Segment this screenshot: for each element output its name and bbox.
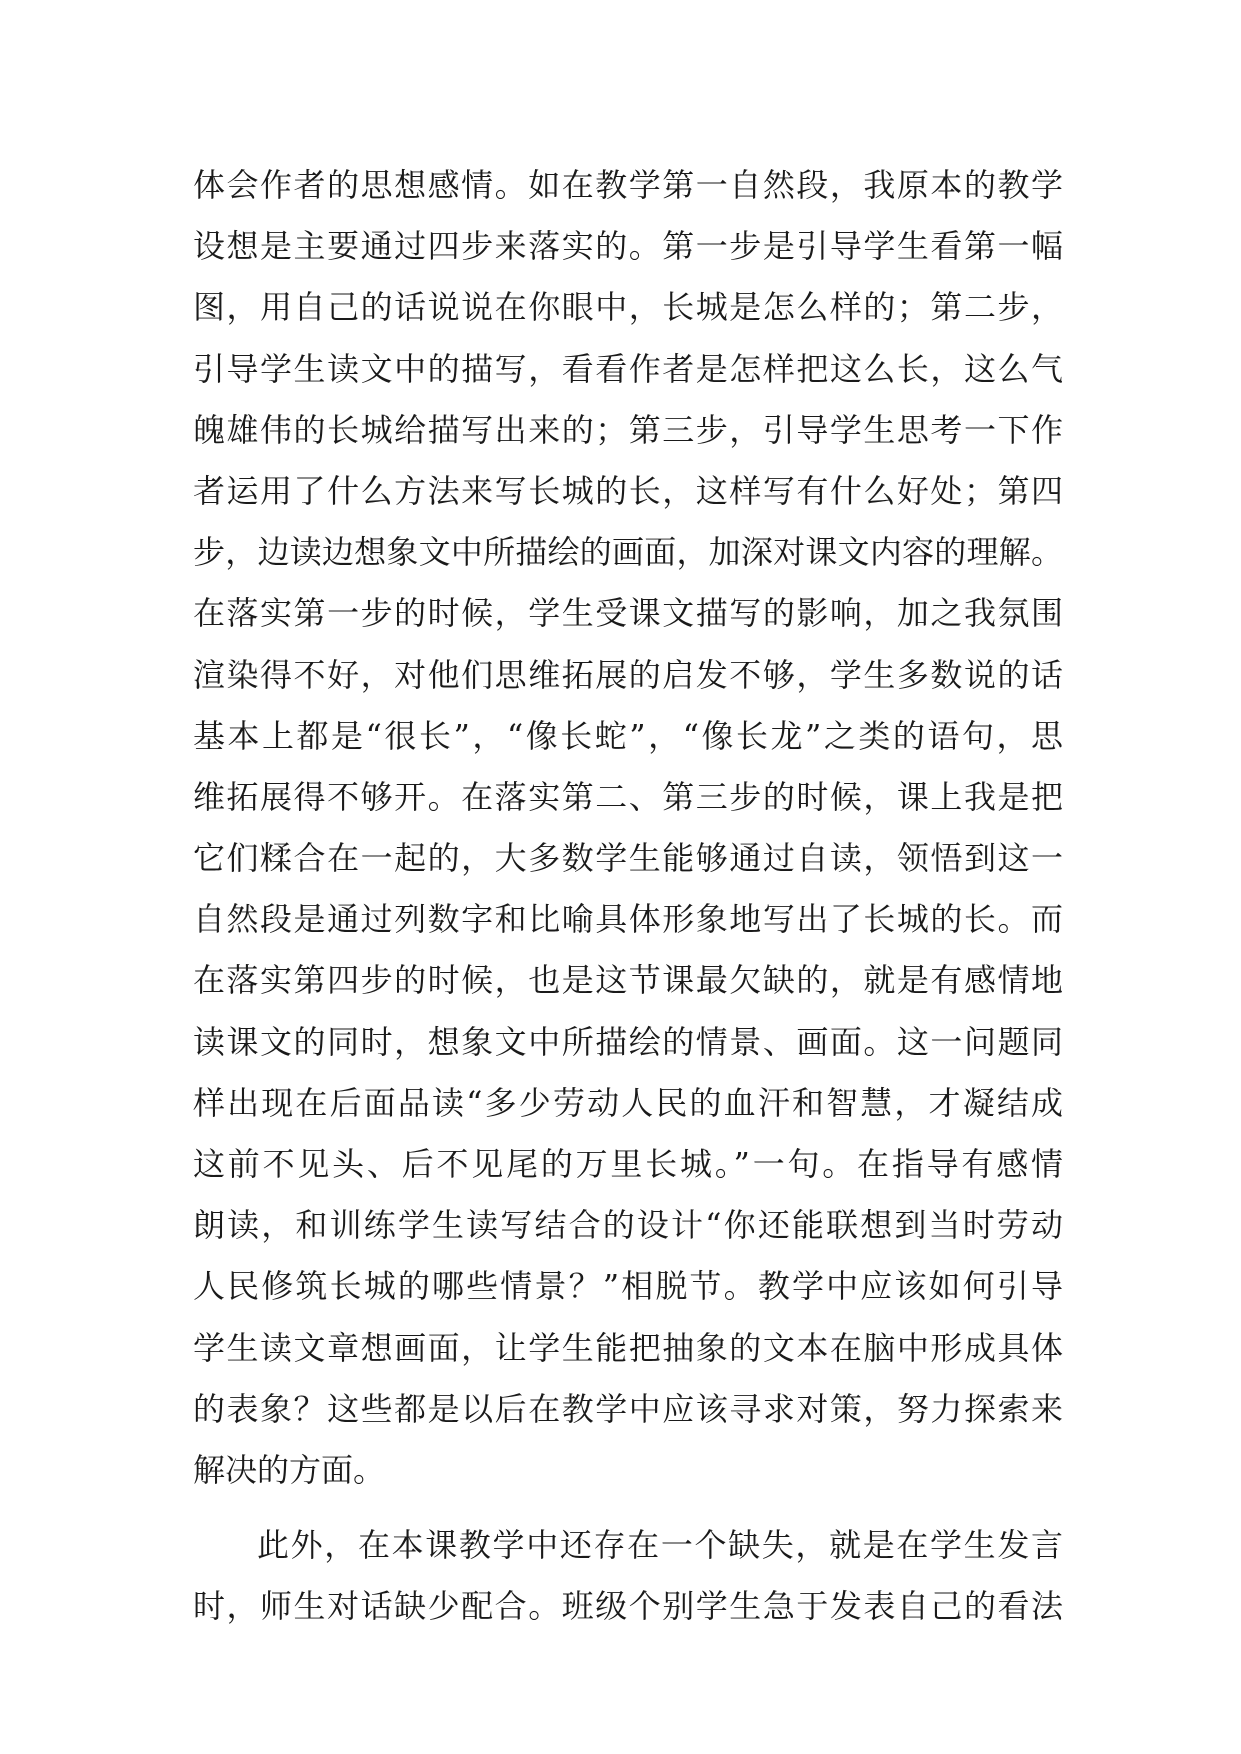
text-line: 体会作者的思想感情。如在教学第一自然段，我原本的教学 (193, 166, 1063, 204)
text-line: 渲染得不好，对他们思维拓展的启发不够，学生多数说的话 (193, 655, 1063, 694)
text-line: 解决的方面。 (193, 1450, 386, 1489)
text-line: 在落实第四步的时候，也是这节课最欠缺的，就是有感情地 (193, 961, 1063, 1000)
text-line: 学生读文章想画面，让学生能把抽象的文本在脑中形成具体 (193, 1328, 1063, 1367)
paragraph-1 (193, 155, 1063, 1501)
text-line: 步，边读边想象文中所描绘的画面，加深对课文内容的理解。 (193, 533, 1063, 572)
text-line: 者运用了什么方法来写长城的长，这样写有什么好处；第四 (193, 471, 1063, 510)
paragraph-2 (193, 1515, 1063, 1637)
text-line: 样出现在后面品读“多少劳动人民的血汗和智慧，才凝结成 (193, 1083, 1063, 1122)
text-line: 人民修筑长城的哪些情景？”相脱节。教学中应该如何引导 (193, 1267, 1063, 1306)
text-line: 魄雄伟的长城给描写出来的；第三步，引导学生思考一下作 (193, 410, 1063, 449)
text-line: 在落实第一步的时候，学生受课文描写的影响，加之我氛围 (193, 594, 1063, 633)
text-line: 设想是主要通过四步来落实的。第一步是引导学生看第一幅 (193, 227, 1063, 266)
text-line: 它们糅合在一起的，大多数学生能够通过自读，领悟到这一 (193, 839, 1063, 878)
paragraph-spacing (193, 1501, 1063, 1515)
text-line: 的表象？这些都是以后在教学中应该寻求对策，努力探索来 (193, 1389, 1063, 1428)
text-line: 读课文的同时，想象文中所描绘的情景、画面。这一问题同 (193, 1022, 1063, 1061)
text-line: 维拓展得不够开。在落实第二、第三步的时候，课上我是把 (193, 777, 1063, 816)
body-text (193, 155, 1063, 1638)
text-line: 朗读，和训练学生读写结合的设计“你还能联想到当时劳动 (193, 1206, 1063, 1245)
text-line: 图，用自己的话说说在你眼中，长城是怎么样的；第二步， (193, 288, 1063, 327)
text-line: 此外，在本课教学中还存在一个缺失，就是在学生发言 (257, 1526, 1063, 1565)
text-line: 这前不见头、后不见尾的万里长城。”一句。在指导有感情 (193, 1145, 1063, 1183)
text-line: 基本上都是“很长”，“像长蛇”，“像长龙”之类的语句，思 (193, 716, 1063, 755)
text-line: 自然段是通过列数字和比喻具体形象地写出了长城的长。而 (193, 900, 1063, 939)
text-line: 时，师生对话缺少配合。班级个别学生急于发表自己的看法 (193, 1587, 1063, 1626)
text-line: 引导学生读文中的描写，看看作者是怎样把这么长，这么气 (193, 349, 1063, 388)
